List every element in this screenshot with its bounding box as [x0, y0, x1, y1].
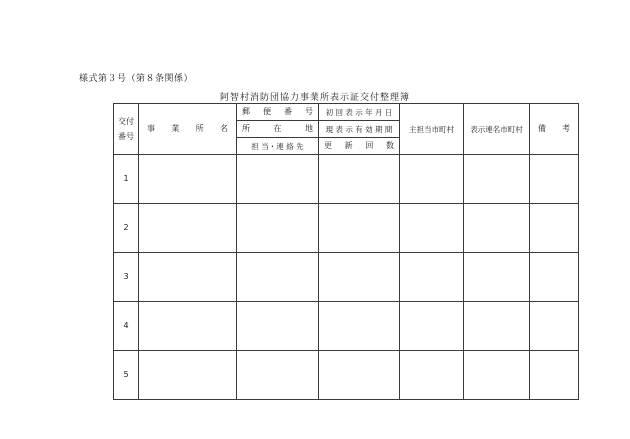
- remarks-cell[interactable]: [530, 204, 579, 253]
- business-name-cell[interactable]: [139, 351, 237, 400]
- form-number: 様式第３号（第８条関係）: [79, 74, 194, 84]
- postal-address-contact-cell[interactable]: [237, 155, 319, 204]
- address-header: 所 在 地: [237, 121, 319, 138]
- postal-address-contact-cell[interactable]: [237, 253, 319, 302]
- business-name-cell[interactable]: [139, 253, 237, 302]
- date-period-renewal-cell[interactable]: [319, 253, 400, 302]
- postal-address-contact-cell[interactable]: [237, 302, 319, 351]
- remarks-header: 備 考: [530, 104, 579, 155]
- co-display-municipality-cell[interactable]: [464, 302, 530, 351]
- current-valid-period-header: 現 表 示 有 効 期 間: [319, 121, 400, 138]
- table-row: [114, 351, 579, 400]
- row-number: 3: [114, 253, 139, 302]
- responsible-municipality-cell[interactable]: [400, 204, 464, 253]
- postal-address-contact-cell[interactable]: [237, 204, 319, 253]
- register-table: [113, 103, 579, 400]
- remarks-cell[interactable]: [530, 302, 579, 351]
- remarks-cell[interactable]: [530, 253, 579, 302]
- co-display-municipality-cell[interactable]: [464, 253, 530, 302]
- contact-header: 担 当・連 絡 先: [237, 138, 319, 155]
- row-number: 4: [114, 302, 139, 351]
- issue-number-header: 交付 番号: [114, 104, 139, 155]
- row-number: 5: [114, 351, 139, 400]
- document-title: 阿智村消防団協力事業所表示証交付整理簿: [219, 93, 410, 103]
- responsible-municipality-cell[interactable]: [400, 351, 464, 400]
- responsible-municipality-cell[interactable]: [400, 302, 464, 351]
- responsible-municipality-cell[interactable]: [400, 253, 464, 302]
- date-period-renewal-cell[interactable]: [319, 302, 400, 351]
- row-number: 2: [114, 204, 139, 253]
- co-display-municipality-header: 表示連名市町村: [464, 104, 530, 155]
- header-row: [114, 104, 579, 121]
- co-display-municipality-cell[interactable]: [464, 155, 530, 204]
- postal-address-contact-cell[interactable]: [237, 351, 319, 400]
- business-name-cell[interactable]: [139, 155, 237, 204]
- date-period-renewal-cell[interactable]: [319, 204, 400, 253]
- business-name-cell[interactable]: [139, 204, 237, 253]
- remarks-cell[interactable]: [530, 155, 579, 204]
- table-row: [114, 253, 579, 302]
- postal-code-header: 郵 便 番 号: [237, 104, 319, 121]
- table-row: [114, 204, 579, 253]
- responsible-municipality-cell[interactable]: [400, 155, 464, 204]
- remarks-cell[interactable]: [530, 351, 579, 400]
- table-row: [114, 155, 579, 204]
- responsible-municipality-header: 主担当市町村: [400, 104, 464, 155]
- row-number: 1: [114, 155, 139, 204]
- business-name-cell[interactable]: [139, 302, 237, 351]
- first-display-date-header: 初 回 表 示 年 月 日: [319, 104, 400, 121]
- date-period-renewal-cell[interactable]: [319, 155, 400, 204]
- co-display-municipality-cell[interactable]: [464, 351, 530, 400]
- business-name-header: 事 業 所 名: [139, 104, 237, 155]
- co-display-municipality-cell[interactable]: [464, 204, 530, 253]
- date-period-renewal-cell[interactable]: [319, 351, 400, 400]
- renewal-count-header: 更 新 回 数: [319, 138, 400, 155]
- table-row: [114, 302, 579, 351]
